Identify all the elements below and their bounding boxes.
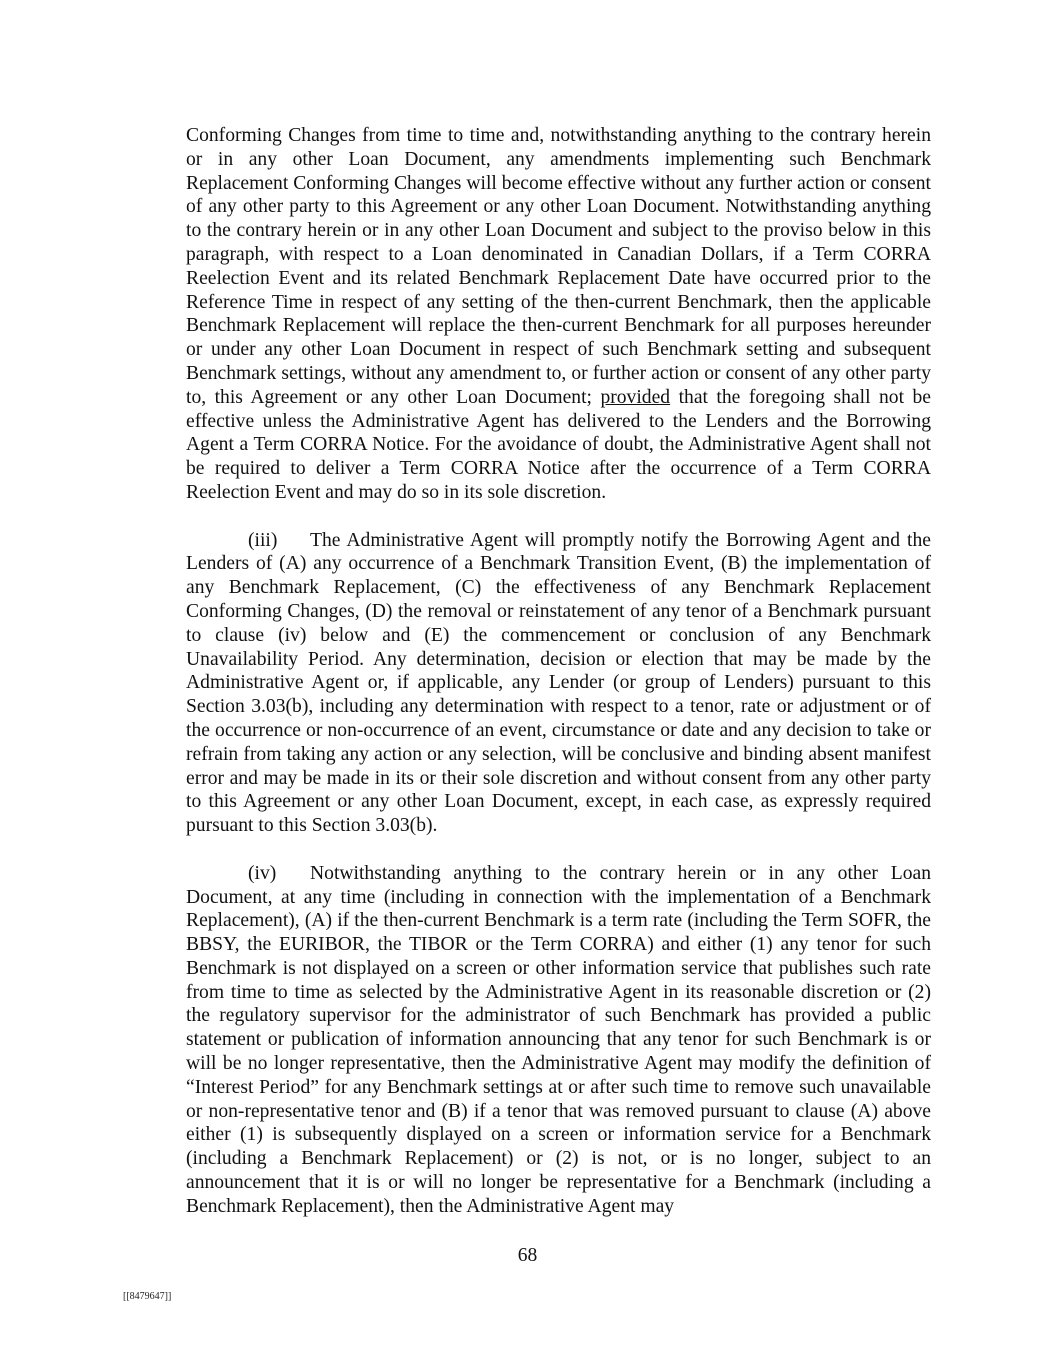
provided-underlined-term: provided: [600, 386, 671, 408]
paragraph-text: Notwithstanding anything to the contrary herein or in any other Loan Document, at any time (including in connection with the implementation of a Benchmark Replacement), (A) if the then-current Benchmark is a term rate (including the Term SOFR, the BBSY, the EURIBOR, the TIBOR or the Term CORRA) and either (1) any tenor for such Benchmark is not displayed on a screen or other information service that publishes such rate from time to time as selected by the Administrative Agent in its reasonable discretion or (2) the regulatory supervisor for the administrator of such Benchmark has provided a public statement or publication of information announcing that any tenor for such Benchmark is or will be no longer representative, then the Administrative Agent may modify the definition of “Interest Period” for any Benchmark settings at or after such time to remove such unavailable or non-representative tenor and (B) if a tenor that was removed pursuant to clause (A) above either (1) is subsequently displayed on a screen or information service for a Benchmark (including a Benchmark Replacement) or (2) is not, or is no longer, subject to an announcement that it is or will no longer be representative for a Benchmark (including a Benchmark Replacement), then the Administrative Agent may: [186, 862, 931, 1217]
clause-label: (iii): [248, 529, 278, 551]
clause-label: (iv): [248, 862, 277, 884]
document-id-footer: [[8479647]]: [123, 1291, 172, 1302]
paragraph-text: The Administrative Agent will promptly notify the Borrowing Agent and the Lenders of (A) any occurrence of a Benchmark Transition Event, (B) the implementation of any Benchmark Replacement, (C) the effectiveness of any Benchmark Replacement Conforming Changes, (D) the removal or reinstatement of any tenor of a Benchmark pursuant to clause (iv) below and (E) the commencement or conclusion of any Benchmark Unavailability Period. Any determination, decision or election that may be made by the Administrative Agent or, if applicable, any Lender (or group of Lenders) pursuant to this Section 3.03(b), including any determination with respect to a tenor, rate or adjustment or of the occurrence or non-occurrence of an event, circumstance or date and any decision to take or refrain from taking any action or any selection, will be conclusive and binding absent manifest error and may be made in its or their sole discretion and without consent from any other party to this Agreement or any other Loan Document, except, in each case, as expressly required pursuant to this Section 3.03(b).: [186, 529, 931, 837]
paragraph-iii: [186, 529, 931, 838]
paragraph-text: that the foregoing shall not be effective unless the Administrative Agent has delivered to the Lenders and the Borrowing Agent a Term CORRA Notice. For the avoidance of doubt, the Administrative Agent shall not be required to deliver a Term CORRA Notice after the occurrence of a Term CORRA Reelection Event and may do so in its sole discretion.: [186, 386, 931, 503]
paragraph-iv: [186, 862, 931, 1219]
page-number: 68: [517, 1245, 538, 1266]
paragraph-continuation: [186, 124, 931, 505]
paragraph-text: Conforming Changes from time to time and, notwithstanding anything to the contrary herein or in any other Loan Document, any amendments implementing such Benchmark Replacement Conforming Changes will become effective without any further action or consent of any other party to this Agreement or any other Loan Document. Notwithstanding anything to the contrary herein or in any other Loan Document and subject to the proviso below in this paragraph, with respect to a Loan denominated in Canadian Dollars, if a Term CORRA Reelection Event and its related Benchmark Replacement Date have occurred prior to the Reference Time in respect of any setting of the then-current Benchmark, then the applicable Benchmark Replacement will replace the then-current Benchmark for all purposes hereunder or under any other Loan Document in respect of such Benchmark setting and subsequent Benchmark settings, without any amendment to, or further action or consent of any other party to, this Agreement or any other Loan Document;: [186, 125, 931, 408]
document-body: [186, 124, 931, 1219]
